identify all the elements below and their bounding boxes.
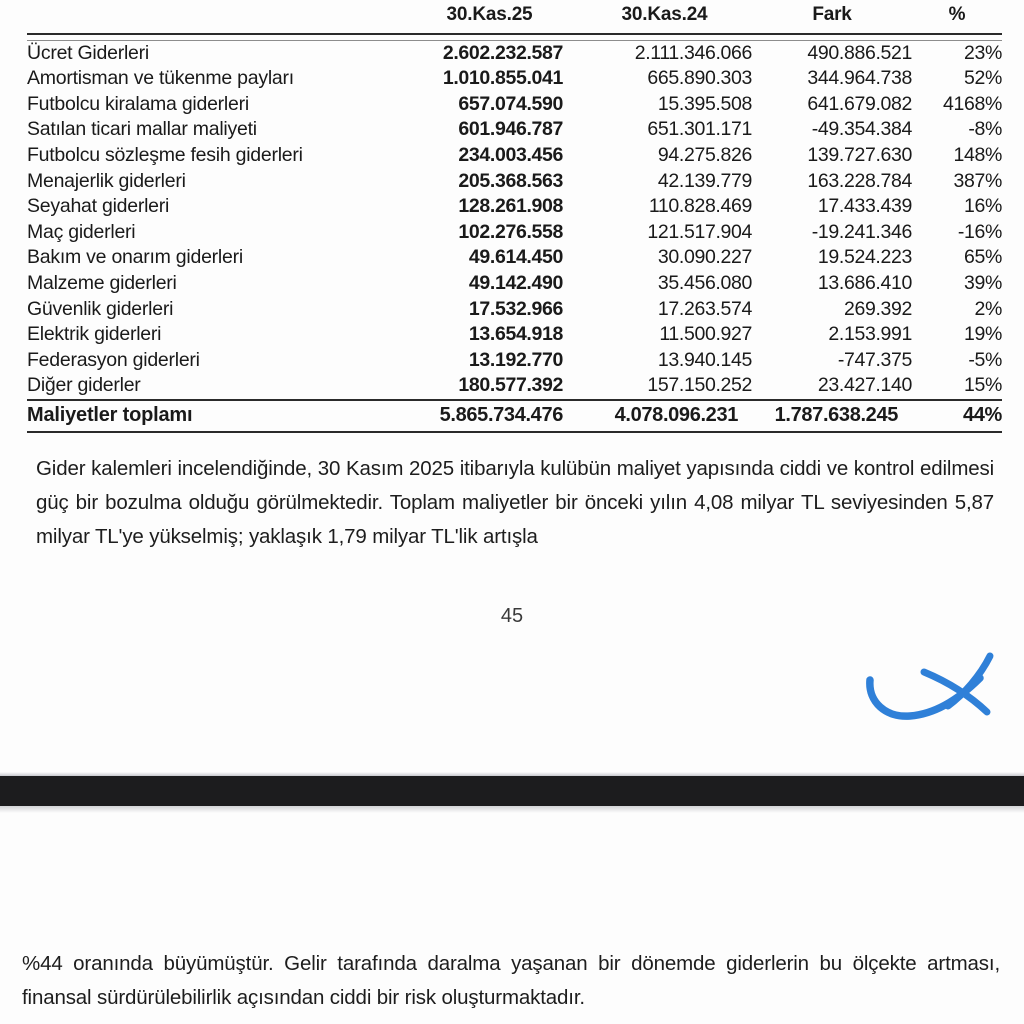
table-row	[27, 143, 1002, 169]
table-row	[27, 169, 1002, 195]
column-header-label	[27, 2, 402, 34]
row-previous: 110.828.469	[648, 195, 752, 218]
analysis-paragraph-first: Gider kalemleri incelendiğinde, 30 Kasım 2025 itibarıyla kulübün maliyet yapısında ciddi ve kontrol edilmesi güç bir bozulma olduğu görülmektedir. Toplam maliyetler bir önceki yılın 4,08 milyar TL seviyesinden 5,87 milyar TL'ye yükselmiş; yaklaşık 1,79 milyar TL'lik artışla	[36, 457, 994, 548]
row-percent: 15%	[964, 374, 1002, 397]
table-row	[27, 271, 1002, 297]
cost-breakdown-table-container	[27, 2, 1002, 433]
row-diff: 19.524.223	[817, 246, 912, 269]
row-current: 49.142.490	[468, 271, 563, 294]
row-current: 2.602.232.587	[442, 41, 563, 64]
row-current: 13.654.918	[468, 323, 563, 346]
table-total-row	[27, 400, 1002, 432]
row-diff: 490.886.521	[807, 41, 912, 64]
row-current: 180.577.392	[458, 374, 563, 397]
column-header-diff: Fark	[812, 4, 852, 25]
total-previous: 4.078.096.231	[577, 400, 752, 432]
separator-highlight-bottom	[0, 806, 1024, 813]
row-label: Ücret Giderleri	[27, 41, 149, 64]
table-row	[27, 92, 1002, 118]
table-row	[27, 66, 1002, 92]
row-current: 205.368.563	[458, 169, 563, 192]
cost-breakdown-table	[27, 2, 1002, 433]
row-diff: 344.964.738	[807, 67, 912, 90]
row-diff: 23.427.140	[817, 374, 912, 397]
row-current: 17.532.966	[468, 297, 563, 320]
row-label: Menajerlik giderleri	[27, 169, 186, 192]
row-diff: -49.354.384	[811, 118, 912, 141]
column-header-percent: %	[948, 4, 966, 25]
row-previous: 665.890.303	[647, 67, 752, 90]
analysis-paragraph-second: %44 oranında büyümüştür. Gelir tarafında daralma yaşanan bir dönemde giderlerin bu ölçekte artması, finansal sürdürülebilirlik açısından ciddi bir risk oluşturmaktadır.	[22, 952, 1000, 1009]
column-header-previous: 30.Kas.24	[621, 4, 708, 25]
table-header	[27, 2, 1002, 40]
row-label: Güvenlik giderleri	[27, 297, 174, 320]
row-previous: 94.275.826	[657, 143, 752, 166]
row-current: 49.614.450	[468, 246, 563, 269]
row-previous: 11.500.927	[659, 323, 752, 346]
table-header-row	[27, 2, 1002, 34]
total-label: Maliyetler toplamı	[27, 400, 402, 432]
row-label: Elektrik giderleri	[27, 323, 162, 346]
row-previous: 157.150.252	[647, 374, 752, 397]
row-label: Maç giderleri	[27, 220, 136, 243]
row-diff: 641.679.082	[807, 92, 912, 115]
table-row	[27, 322, 1002, 348]
row-percent: 16%	[964, 195, 1002, 218]
row-previous: 2.111.346.066	[634, 41, 752, 64]
row-percent: 19%	[964, 323, 1002, 346]
row-percent: 2%	[974, 297, 1002, 320]
row-previous: 651.301.171	[647, 118, 752, 141]
row-label: Amortisman ve tükenme payları	[27, 67, 294, 90]
row-percent: 39%	[964, 271, 1002, 294]
table-row	[27, 220, 1002, 246]
row-current: 102.276.558	[458, 220, 563, 243]
row-percent: 4168%	[943, 92, 1002, 115]
page-number: 45	[500, 605, 524, 627]
row-previous: 13.940.145	[657, 348, 752, 371]
table-row	[27, 373, 1002, 400]
page-separator-band	[0, 776, 1024, 806]
row-diff: 2.153.991	[828, 323, 912, 346]
row-percent: -16%	[957, 220, 1002, 243]
row-label: Satılan ticari mallar maliyeti	[27, 118, 257, 141]
row-percent: 23%	[964, 41, 1002, 64]
handwritten-check-mark-icon	[852, 636, 1022, 732]
row-previous: 30.090.227	[657, 246, 752, 269]
row-percent: 387%	[953, 169, 1002, 192]
row-current: 234.003.456	[458, 143, 563, 166]
table-row	[27, 194, 1002, 220]
row-label: Seyahat giderleri	[27, 195, 170, 218]
table-body	[27, 40, 1002, 431]
row-previous: 42.139.779	[657, 169, 752, 192]
row-percent: 52%	[964, 67, 1002, 90]
row-percent: 65%	[964, 246, 1002, 269]
row-current: 1.010.855.041	[442, 67, 563, 90]
table-row	[27, 40, 1002, 66]
row-previous: 35.456.080	[657, 271, 752, 294]
row-current: 128.261.908	[458, 195, 563, 218]
total-diff: 1.787.638.245	[752, 400, 912, 432]
row-label: Diğer giderler	[27, 374, 141, 397]
row-previous: 15.395.508	[657, 92, 752, 115]
row-diff: -19.241.346	[811, 220, 912, 243]
row-diff: 269.392	[843, 297, 912, 320]
row-current: 13.192.770	[468, 348, 563, 371]
total-percent: 44%	[912, 400, 1002, 432]
row-label: Federasyon giderleri	[27, 348, 200, 371]
row-diff: 13.686.410	[817, 271, 912, 294]
column-header-current: 30.Kas.25	[446, 4, 533, 25]
row-previous: 17.263.574	[657, 297, 752, 320]
table-row	[27, 117, 1002, 143]
row-percent: 148%	[953, 143, 1002, 166]
row-label: Futbolcu kiralama giderleri	[27, 92, 249, 115]
row-current: 657.074.590	[458, 92, 563, 115]
row-label: Futbolcu sözleşme fesih giderleri	[27, 143, 303, 166]
table-row	[27, 348, 1002, 374]
row-diff: 139.727.630	[807, 143, 912, 166]
table-row	[27, 297, 1002, 323]
row-percent: -5%	[968, 348, 1002, 371]
row-diff: -747.375	[837, 348, 912, 371]
row-previous: 121.517.904	[647, 220, 752, 243]
row-diff: 163.228.784	[807, 169, 912, 192]
row-label: Bakım ve onarım giderleri	[27, 246, 243, 269]
table-row	[27, 245, 1002, 271]
row-label: Malzeme giderleri	[27, 271, 177, 294]
row-percent: -8%	[968, 118, 1002, 141]
row-current: 601.946.787	[458, 118, 563, 141]
row-diff: 17.433.439	[817, 195, 912, 218]
total-current: 5.865.734.476	[402, 400, 577, 432]
